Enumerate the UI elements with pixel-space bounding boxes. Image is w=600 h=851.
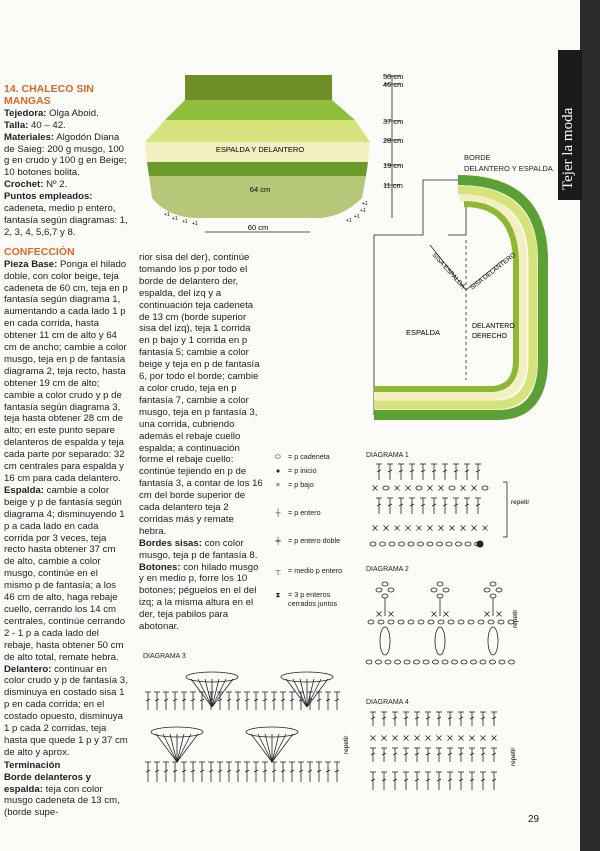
schematic-band-yoke (165, 100, 355, 120)
sisa-delantero-label: SISA DELANTERO (468, 251, 518, 292)
height-label: 50 cm (383, 72, 404, 81)
stitch-mark (488, 627, 498, 655)
stitch-mark (395, 660, 401, 664)
diagram-2 (365, 576, 540, 671)
spec-item: Crochet: Nº 2. (4, 179, 68, 191)
stitch-mark (437, 582, 443, 586)
instructions-column-2 (139, 252, 263, 633)
schematic-band-beige (145, 120, 370, 142)
height-label: 37 cm (383, 117, 404, 126)
double-crochet-icon: ┼ (275, 508, 281, 517)
stitch-mark (416, 486, 422, 490)
stitch-mark (408, 542, 414, 546)
treble-crochet-icon: ╪ (275, 536, 281, 545)
base-label: 60 cm (247, 223, 269, 232)
stitch-mark (468, 620, 474, 624)
inc-mark: +1 (346, 218, 352, 224)
stitch-mark (418, 542, 424, 546)
stitch-mark (435, 627, 445, 655)
delantero-label-line2: DERECHO (472, 333, 508, 340)
inc-mark: +1 (182, 219, 188, 225)
diagram-1 (365, 462, 540, 554)
stitch-mark (293, 679, 307, 707)
stitch-mark (376, 588, 382, 592)
border-band-inner (374, 204, 516, 389)
stitch-mark (431, 588, 437, 592)
stitch-mark (398, 620, 404, 624)
col1-label: Pieza Base: (4, 258, 58, 270)
schematic-body-border (368, 140, 558, 445)
confeccion-text-2 (139, 252, 263, 633)
stitch-mark (388, 620, 394, 624)
delantero-label-line1: DELANTERO (472, 323, 515, 330)
col1-label: Espalda: (4, 484, 44, 496)
stitch-mark (404, 660, 410, 664)
stitch-mark (437, 594, 443, 598)
stitch-mark (488, 620, 494, 624)
height-label: 19 cm (383, 161, 404, 170)
spec-item: Talla: 40 – 42. (4, 119, 66, 131)
stitch-mark (385, 660, 391, 664)
stitch-mark (478, 620, 484, 624)
height-label: 46 cm (383, 80, 404, 89)
col2-label: Bordes sisas: (139, 537, 202, 549)
stitch-mark (499, 660, 505, 664)
stitch-mark (471, 660, 477, 664)
stitch-mark (437, 542, 443, 546)
stitch-mark (446, 542, 452, 546)
page-edge (580, 0, 600, 851)
confeccion-heading: CONFECCIÓN (4, 245, 75, 258)
legend-item: × = p bajo (270, 480, 314, 489)
legend-item: ⧗ = 3 p enteros cerrados juntos (270, 590, 365, 608)
stitch-mark (458, 620, 464, 624)
col1-paragraph: Espalda: cambie a color beige y p de fantasía según diagrama 4; disminuyendo 1 p a cada lado en cada corrida por 3 veces, teja recto hasta obtener 37 cm de alto, cambie a color musgo, continúe en el mismo p de fantasía; a los 46 cm de alto, haga rebaje cuello, cerrando los 14 cm centrales, continúe cerrando 2 - 1 p a cada lado del rebaje, hasta obtener 50 cm de alto total, remate hebra. (4, 484, 126, 663)
stitch-mark (418, 620, 424, 624)
legend-item: ● = p inicio (270, 466, 317, 475)
diagram-3-label: DIAGRAMA 3 (143, 653, 186, 660)
stitch-mark (388, 588, 394, 592)
sisa-espalda-label: SISA ESPALDA (430, 251, 467, 291)
stitch-mark (428, 620, 434, 624)
stitch-mark (490, 582, 496, 586)
col1-paragraph: Pieza Base: Ponga el hilado doble, con color beige, teja cadeneta de 60 cm, teja en p fantasía según diagrama 1, aumentando a cada lado 1 p en cada corrida, hasta obtener 11 cm de alto y 64 cm de ancho; cambie a color musgo, teja en p de fantasía diagrama 2, teja recto, hasta obtener 19 cm de alto; cambie a color crudo y p de fantasía según diagrama 3, teja hasta obtener 28 cm de alto; en este punto separe delanteros de espalda y teja cada parte por separado: 32 cm centrales para espalda y 16 cm para cada delantero. (4, 258, 128, 484)
stitch-mark (382, 582, 388, 586)
spec-item: Materiales: Algodón Diana de Saieg: 200 g musgo, 100 g en crudo y 100 g en Beige; 10 botones bolita. (4, 131, 127, 179)
col1-label: Terminación (4, 759, 61, 771)
start-stitch-icon: ● (275, 466, 281, 475)
stitch-mark (376, 660, 382, 664)
stitch-mark (389, 542, 395, 546)
stitch-mark (452, 660, 458, 664)
diagram-1-repeat: repetir (511, 499, 530, 506)
instructions-column-1 (4, 84, 128, 819)
stitch-mark (383, 486, 389, 490)
stitch-mark (198, 679, 212, 707)
col2-paragraph: rior sisa del der), continúe tomando los p por todo el borde de delantero der, espalda, del izq y a continuación teja cadeneta de 13 cm (borde superior sisa del izq), teja 1 corrida en p bajo y 1 corrida en p fantasía 5; cambie a color beige y teja en p de fantasía 6, por todo el borde; cambie a color crudo, teja en p fantasía 7, cambie a color musgo, teja en p fantasía 3, una corrida, cubriendo además el rebaje cuello espalda; a continuación forme el rebaje cuello: continúe tejiendo en p de fantasía 3, a contar de los 16 cm del borde superior de cada delantero teja 2 corridas más y remate hebra. (139, 252, 263, 537)
stitch-mark (482, 486, 488, 490)
pattern-title: 14. CHALECO SIN MANGAS (4, 83, 94, 107)
espalda-label: ESPALDA (406, 328, 441, 337)
section-tab (558, 50, 582, 200)
stitch-mark (448, 620, 454, 624)
inc-mark: +1 (354, 214, 360, 220)
stitch-mark (368, 620, 374, 624)
col1-paragraph: Delantero: continuar en color crudo y p de fantasía 3, disminuya en costado sisa 1 p en cada corrida; en el costado opuesto, disminuya 1 p cada 2 corridas, teja hasta que quede 1 p y 37 cm de alto y aprox. (4, 663, 128, 758)
col2-paragraph: Bordes sisas: con color musgo, teja p de fantasía 8. (139, 537, 258, 561)
stitch-mark (443, 588, 449, 592)
diagram-4-label: DIAGRAMA 4 (366, 699, 409, 706)
diagram-3 (142, 662, 362, 797)
stitch-mark (461, 660, 467, 664)
stitch-mark (423, 660, 429, 664)
legend-item: ⬭ = p cadeneta (270, 452, 330, 462)
inc-mark: +1 (172, 216, 178, 222)
body-outline (374, 180, 466, 235)
stitch-mark (177, 734, 191, 762)
specs-list (4, 108, 128, 239)
stitch-mark (272, 734, 286, 762)
col1-label: Borde delanteros y espalda: (4, 771, 91, 795)
piece-label: ESPALDA Y DELANTERO (215, 145, 305, 154)
stitch-mark (433, 660, 439, 664)
stitch-mark (408, 620, 414, 624)
col2-label: Botones: (139, 561, 181, 573)
inc-mark: +1 (164, 212, 170, 218)
stitch-mark (212, 679, 226, 707)
col1-label: Delantero: (4, 663, 52, 675)
stitch-mark (480, 660, 486, 664)
width-label: 64 cm (249, 185, 271, 194)
legend-item: ┬ = medio p entero (270, 566, 342, 575)
stitch-mark (380, 627, 390, 655)
stitch-mark (380, 542, 386, 546)
stitch-mark (366, 660, 372, 664)
stitch-mark (399, 542, 405, 546)
diagram-2-label: DIAGRAMA 2 (366, 566, 409, 573)
stitch-mark (442, 660, 448, 664)
stitch-mark (163, 734, 177, 762)
section-tab-label: Tejer la moda (560, 107, 576, 190)
spec-item: Puntos empleados: cadeneta, medio p entero, fantasía según diagramas: 1, 2, 3, 4, 5,6,7 y 8. (4, 191, 128, 238)
diagram-4-repeat: repetir (510, 747, 517, 766)
border-title: BORDE DELANTERO Y ESPALDA (464, 153, 553, 173)
stitch-mark (498, 620, 504, 624)
stitch-mark (438, 620, 444, 624)
stitch-mark (378, 620, 384, 624)
single-crochet-icon: × (275, 480, 281, 489)
border-band-crudo (374, 198, 523, 396)
stitch-mark (490, 660, 496, 664)
half-double-icon: ┬ (275, 566, 281, 575)
schematic-band-base (149, 176, 366, 218)
stitch-mark (484, 588, 490, 592)
legend-item: ┼ = p entero (270, 508, 321, 517)
cluster-icon: ⧗ (275, 590, 281, 599)
legend-item: ╪ = p entero doble (270, 536, 340, 545)
stitch-mark (449, 486, 455, 490)
col2-paragraph: Botones: con hilado musgo y en medio p, forre los 10 botones; péguelos en el del izq; a la misma altura en el der, teja pabilos para abotonar. (139, 561, 259, 633)
start-stitch-icon (477, 541, 484, 548)
stitch-mark (427, 542, 433, 546)
inc-mark: +1 (192, 221, 198, 227)
stitch-legend (270, 452, 365, 622)
stitch-mark (490, 594, 496, 598)
spec-item: Tejedora: Olga Aboid. (4, 107, 99, 119)
chain-icon: ⬭ (274, 452, 282, 461)
diagram-1-label: DIAGRAMA 1 (366, 452, 409, 459)
height-label: 28 cm (383, 136, 404, 145)
stitch-mark (414, 660, 420, 664)
stitch-mark (456, 542, 462, 546)
page-number: 29 (528, 814, 540, 825)
stitch-mark (370, 542, 376, 546)
height-label: 11 cm (383, 181, 403, 190)
stitch-mark (465, 542, 471, 546)
stitch-mark (258, 734, 272, 762)
diagram-3-repeat: repetir (343, 735, 350, 754)
stitch-mark (496, 588, 502, 592)
col1-paragraph: Borde delanteros y espalda: teja con color musgo cadeneta de 13 cm, (borde supe- (4, 771, 120, 819)
stitch-mark (382, 594, 388, 598)
inc-mark: +1 (360, 208, 366, 214)
inc-mark: +1 (362, 201, 368, 207)
schematic-band-musgo (147, 162, 368, 176)
diagram-4 (365, 708, 540, 800)
stitch-mark (509, 660, 515, 664)
col1-paragraph (4, 760, 128, 772)
diagram-2-repeat: repetir (512, 609, 519, 628)
confeccion-text-1 (4, 259, 128, 820)
